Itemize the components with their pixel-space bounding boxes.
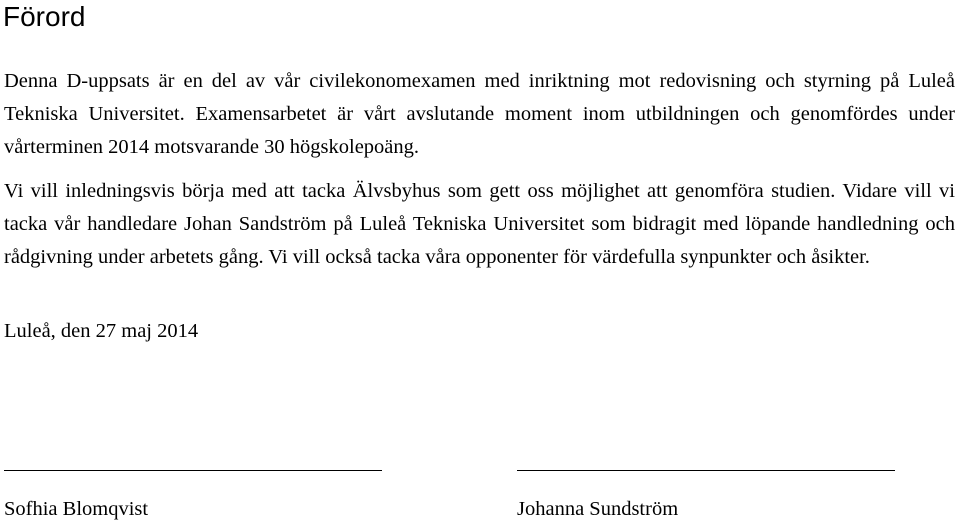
signature-name-2: Johanna Sundström (517, 498, 679, 520)
signature-line-1 (4, 470, 382, 471)
page-title: Förord (3, 1, 86, 32)
signature-name-1: Sofhia Blomqvist (4, 498, 149, 520)
place-date: Luleå, den 27 maj 2014 (4, 320, 199, 342)
paragraph-intro: Denna D-uppsats är en del av vår civilekonomexamen med inriktning mot redovisning och styrning på Luleå Tekniska Universitet. Examensarbetet är vårt avslutande moment inom utbildningen och genomfördes under vårterminen 2014 motsvarande 30 högskolepoäng. (4, 70, 955, 158)
paragraph-acknowledgements: Vi vill inledningsvis börja med att tacka Älvsbyhus som gett oss möjlighet att genomföra studien. Vidare vill vi tacka vår handledare Johan Sandström på Luleå Tekniska Universitet som bidragit med löpande handledning och rådgivning under arbetets gång. Vi vill också tacka våra opponenter för värdefulla synpunkter och åsikter. (4, 180, 955, 268)
signature-line-2 (517, 470, 895, 471)
